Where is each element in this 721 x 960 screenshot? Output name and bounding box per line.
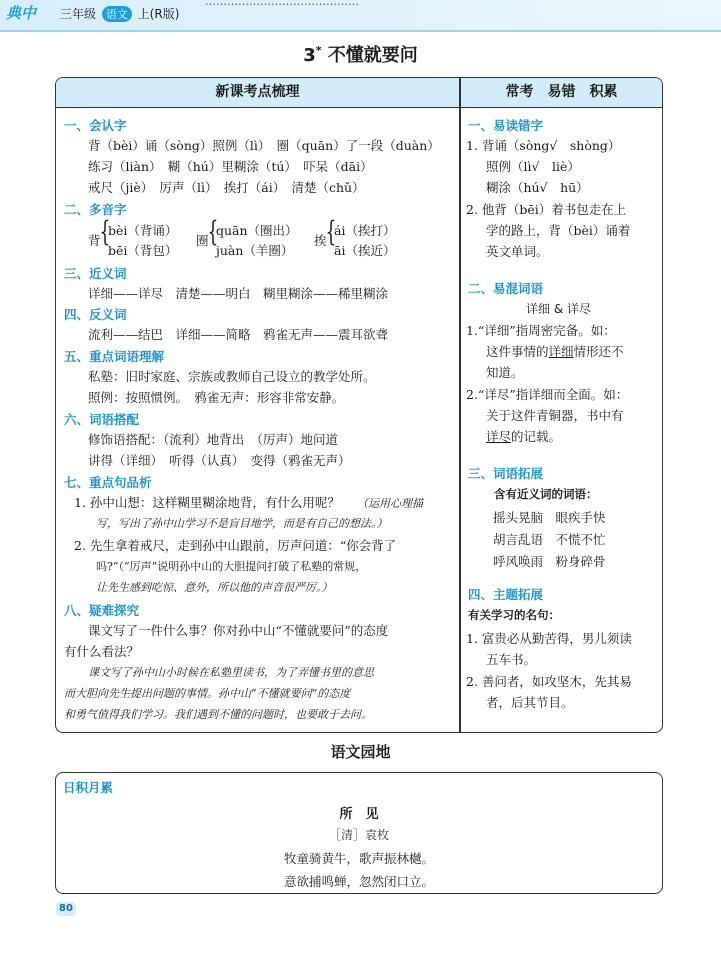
text-line: 知道。 bbox=[486, 365, 524, 380]
text-line: 1. 富贵必从勤苦得，男儿须读 bbox=[466, 631, 632, 646]
top-banner bbox=[0, 0, 721, 32]
text-part: 这件事情的 bbox=[486, 344, 549, 359]
text-line: 练习（liàn） 糊（hú）里糊涂（tú） 吓呆（dāi） bbox=[88, 159, 373, 174]
brace-icon: { bbox=[207, 215, 219, 248]
text-line: 1. 背诵（sòng√ shòng） bbox=[466, 138, 621, 153]
underlined-word: 详细 bbox=[548, 344, 574, 359]
text-line: 1. 孙中山想：这样糊里糊涂地背，有什么用呢？ bbox=[74, 495, 340, 510]
section-heading-yuwen-yuandi: 语文园地 bbox=[330, 743, 391, 761]
text-line: 课文写了孙中山小时候在私塾里读书，为了弄懂书里的意思 bbox=[88, 666, 374, 679]
lesson-title bbox=[0, 41, 721, 67]
text-line: ái（挨打） bbox=[334, 223, 396, 238]
grade-text: 三年级 bbox=[60, 7, 97, 21]
poem-author: ［清］袁枚 bbox=[328, 828, 389, 842]
section-title: 二、多音字 bbox=[64, 202, 127, 217]
text-line: 关于这件青铜器，书中有 bbox=[486, 408, 624, 423]
text-line: bēi（背包） bbox=[108, 243, 178, 258]
text-line: 有什么看法？ bbox=[64, 644, 140, 659]
underlined-word: 详尽 bbox=[486, 429, 512, 444]
text-line: 详细——详尽 清楚——明白 糊里糊涂——稀里糊涂 bbox=[88, 286, 389, 301]
text-line: 让先生感到吃惊、意外，所以他的声音很严厉。） bbox=[96, 581, 333, 594]
text-line: 流利——结巴 详细——简略 鸦雀无声——震耳欲聋 bbox=[88, 327, 389, 342]
text-line: 私塾：旧时家庭、宗族或教师自己设立的教学处所。 bbox=[88, 369, 376, 384]
text-line: 2. 善问者，如攻坚木，先其易 bbox=[466, 674, 632, 689]
polyphone-char: 圈 bbox=[196, 233, 209, 248]
poem-box bbox=[55, 772, 663, 894]
section-title: 三、词语拓展 bbox=[468, 466, 544, 481]
lesson-star: * bbox=[315, 44, 322, 57]
text-line: bèi（背诵） bbox=[108, 223, 178, 238]
brace-icon: { bbox=[325, 215, 337, 248]
text-line: （运用心理描 bbox=[357, 497, 423, 510]
polyphone-char: 背 bbox=[88, 233, 101, 248]
text-line: quān（圈出） bbox=[216, 223, 298, 238]
brace-icon: { bbox=[99, 215, 111, 248]
text-line bbox=[486, 342, 624, 360]
text-line: 讲得（详细） 听得（认真） 变得（鸦雀无声） bbox=[88, 453, 351, 468]
poem-line: 意欲捕鸣蝉，忽然闭口立。 bbox=[283, 874, 434, 889]
text-line: 课文写了一件什么事？你对孙中山“不懂就要问”的态度 bbox=[88, 623, 389, 638]
text-line: 糊涂（hú√ hū） bbox=[486, 180, 589, 195]
text-line: 背（bèi）诵（sòng）照例（lì） 圈（quān）了一段（duàn） bbox=[88, 138, 440, 153]
text-line: 摇头晃脑 眼疾手快 bbox=[493, 510, 606, 525]
edition-text: 上(R版) bbox=[137, 7, 180, 21]
lesson-number: 3 bbox=[303, 45, 316, 66]
polyphone-char: 挨 bbox=[314, 233, 327, 248]
page-number: 80 bbox=[56, 902, 76, 916]
text-line: 2. 他背（bēi）着书包走在上 bbox=[466, 202, 627, 217]
section-title: 八、疑难探究 bbox=[64, 603, 140, 618]
text-line: āi（挨近） bbox=[334, 243, 396, 258]
text-line: 修饰语搭配：（流利）地背出 （厉声）地问道 bbox=[88, 432, 339, 447]
section-title: 六、词语搭配 bbox=[64, 412, 140, 427]
subheading: 含有近义词的词语： bbox=[494, 487, 598, 501]
text-line: 照例（lì√ liè） bbox=[486, 159, 580, 174]
text-line: 英文单词。 bbox=[486, 244, 549, 259]
section-title: 三、近义词 bbox=[64, 266, 127, 281]
text-line: 戒尺（jiè） 厉声（lì） 挨打（ái） 清楚（chǔ） bbox=[88, 180, 365, 195]
section-title: 二、易混词语 bbox=[468, 281, 544, 296]
text-line: 2. 先生拿着戒尺，走到孙中山跟前，厉声问道：“你会背了 bbox=[74, 538, 397, 553]
poem-line: 牧童骑黄牛，歌声振林樾。 bbox=[283, 851, 434, 866]
section-title: 四、反义词 bbox=[64, 307, 127, 322]
text-part: 情形还不 bbox=[573, 344, 624, 359]
subheading: 详细 & 详尽 bbox=[526, 302, 591, 316]
text-line: 者，后其节目。 bbox=[486, 695, 574, 710]
text-line: 和勇气值得我们学习。我们遇到不懂的问题时，也要敢于去问。 bbox=[64, 708, 372, 721]
lesson-name: 不懂就要问 bbox=[327, 45, 418, 66]
text-line bbox=[486, 427, 561, 445]
grade-label bbox=[60, 5, 179, 22]
top-strip-text: …………………………………… bbox=[205, 0, 359, 8]
subject-badge: 语文 bbox=[102, 6, 132, 22]
lesson-summary-box bbox=[55, 77, 663, 733]
text-line: 2.“详尽”指详细而全面。如： bbox=[466, 387, 629, 402]
text-line: 五车书。 bbox=[486, 652, 537, 667]
box-label: 日积月累 bbox=[63, 780, 114, 795]
text-line: 呼风唤雨 粉身碎骨 bbox=[493, 554, 606, 569]
text-line: 而大胆向先生提出问题的事情。孙中山“不懂就要问”的态度 bbox=[64, 687, 351, 700]
section-title: 四、主题拓展 bbox=[468, 587, 544, 602]
text-line: 学的路上，背（bèi）诵着 bbox=[486, 223, 631, 238]
column-divider bbox=[459, 78, 461, 732]
right-column-header: 常考 易错 积累 bbox=[461, 78, 662, 108]
text-part: 的记载。 bbox=[511, 429, 562, 444]
text-line: 写，写出了孙中山学习不是盲目地学，而是有自己的想法。） bbox=[96, 517, 388, 530]
text-line: juàn（羊圈） bbox=[216, 243, 294, 258]
brand-logo: 典中 bbox=[6, 4, 37, 22]
poem-title: 所 见 bbox=[339, 807, 379, 822]
left-column-header: 新课考点梳理 bbox=[56, 78, 459, 108]
text-line: 照例：按照惯例。 鸦雀无声：形容非常安静。 bbox=[88, 390, 345, 405]
text-line: 胡言乱语 不慌不忙 bbox=[493, 532, 606, 547]
text-line: 1.“详细”指周密完备。如： bbox=[466, 323, 616, 338]
section-title: 一、会认字 bbox=[64, 118, 127, 133]
section-title: 五、重点词语理解 bbox=[64, 349, 165, 364]
section-title: 七、重点句品析 bbox=[64, 475, 152, 490]
subheading: 有关学习的名句： bbox=[468, 608, 560, 622]
text-line: 吗?”（“厉声”说明孙中山的大胆提问打破了私塾的常规， bbox=[96, 560, 367, 573]
section-title: 一、易读错字 bbox=[468, 118, 544, 133]
